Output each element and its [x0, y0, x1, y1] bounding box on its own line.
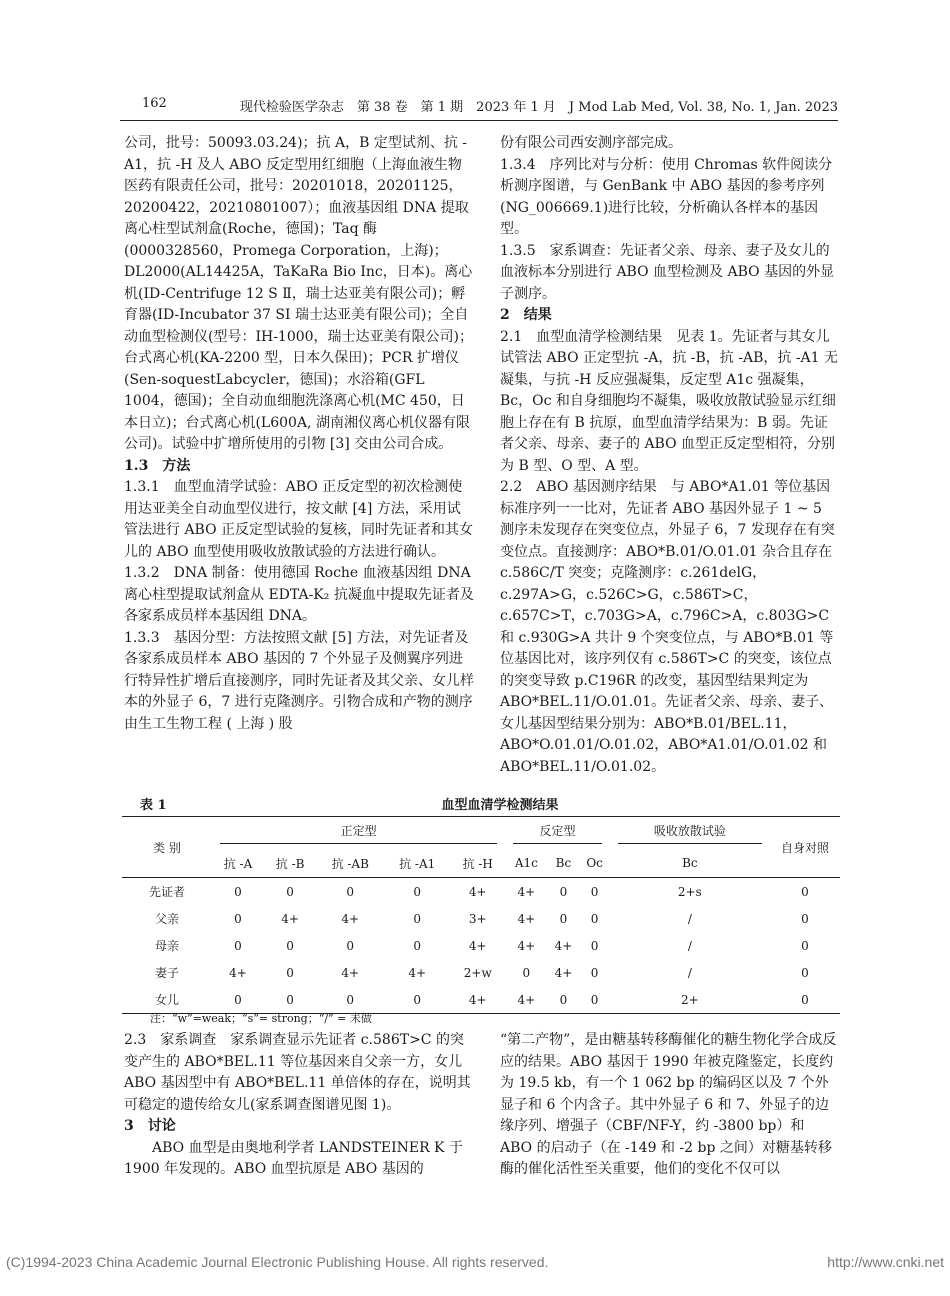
sub-header: 抗 -A	[212, 849, 264, 878]
table-cell: 0	[559, 911, 568, 926]
table-cell: 0	[346, 938, 355, 953]
table-cell: 0	[286, 965, 294, 980]
table-label: 表 1	[140, 798, 167, 813]
table-cell: 0	[590, 938, 599, 953]
result-serology: 2.1 血型血清学检测结果 见表 1。先证者与其女儿试管法 ABO 正定型抗 -A，抗 -B，抗 -AB，抗 -A1 无凝集，与抗 -H 反应强凝集，反定型 A1c 强凝集，Bc，Oc 和自身细胞均不凝集，吸收放散试验显示红细胞上存在有 B 抗原，血型血清学结果为：B 弱。先证者父亲、母亲、妻子的 ABO 血型正反定型相符，分别为 B 型、O 型、A 型。	[500, 328, 839, 474]
table-cell: 0	[590, 992, 599, 1007]
table-title: 血型血清学检测结果	[441, 798, 559, 813]
table-cell: 0	[234, 911, 242, 926]
table-cell: 0	[413, 884, 421, 899]
sub-header: 抗 -B	[264, 849, 316, 878]
right-column-lower	[500, 1030, 840, 1181]
table-cell: 0	[590, 965, 599, 980]
table-cell: 4+	[229, 965, 247, 980]
copyright-text: (C)1994-2023 China Academic Journal Electronic Publishing House. All rights reserved.	[6, 1254, 549, 1270]
table-cell: 2+s	[677, 884, 702, 899]
result-family: 2.3 家系调查 家系调查显示先证者 c.586T>C 的突变产生的 ABO*BEL.11 等位基因来自父亲一方，女儿 ABO 基因型中有 ABO*BEL.11 单倍体的存在，说明其可稳定的遗传给女儿(家系调查图谱见图 1)。	[124, 1032, 471, 1113]
running-header	[120, 96, 838, 120]
method-genotyping: 1.3.3 基因分型：方法按照文献 [5] 方法，对先证者及各家系成员样本 ABO 基因的 7 个外显子及侧翼序列进行特异性扩增后直接测序，同时先证者及其父亲、女儿样本的外显子 6，7 进行克隆测序。引物合成和产物的测序由生工生物工程 ( 上海 ) 股	[124, 629, 474, 732]
footer-link[interactable]: http://www.cnki.net	[827, 1254, 944, 1270]
table-cell: /	[687, 911, 692, 926]
sub-header: Bc	[547, 849, 579, 878]
table-cell: 0	[590, 911, 599, 926]
method-alignment: 1.3.4 序列比对与分析：使用 Chromas 软件阅读分析测序图谱，与 GenBank 中 ABO 基因的参考序列(NG_006669.1)进行比较，分析确认各样本的基因型。	[500, 156, 833, 237]
table-cell: 0	[413, 911, 421, 926]
table-cell: 0	[286, 938, 294, 953]
row-label: 母亲	[154, 939, 179, 953]
table-cell: 0	[559, 884, 568, 899]
table-cell: 4+	[517, 911, 536, 926]
table-cell: 4+	[408, 965, 427, 980]
table-row	[122, 878, 840, 906]
self-control-header: 自身对照	[770, 817, 840, 878]
table-cell: 4+	[281, 911, 299, 926]
method-serology: 1.3.1 血型血清学试验：ABO 正反定型的初次检测使用达亚美全自动血型仪进行，按文献 [4] 方法，采用试管法进行 ABO 正反定型试验的复核，同时先证者和其女儿的 ABO 血型使用吸收放散试验的方法进行确认。	[124, 479, 474, 560]
table-cell: 4+	[341, 965, 360, 980]
section-heading-discussion: 3 讨论	[124, 1118, 176, 1134]
section-heading-results: 2 结果	[500, 307, 552, 323]
table-cell: 0	[346, 992, 355, 1007]
table-cell: 4+	[554, 938, 573, 953]
category-header: 类 别	[122, 817, 212, 878]
table-cell: 0	[234, 884, 242, 899]
discussion-continuation: “第二产物”，是由糖基转移酶催化的糖生物化学合成反应的结果。ABO 基因于 1990 年被克隆鉴定，长度约为 19.5 kb，有一个 1 062 bp 的编码区以及 7 个外显子和 6 个内含子。其中外显子 6 和 7、外显子的边缘序列、增强子（CBF/NF-Y，约 -3800 bp）和 ABO 的启动子（在 -149 和 -2 bp 之间）对糖基转移酶的催化活性至关重要，他们的变化不仅可以	[500, 1032, 837, 1177]
sub-header: 抗 -H	[450, 849, 505, 878]
table-cell: 2+w	[463, 965, 492, 980]
table-cell: 0	[801, 965, 809, 980]
header-rule	[120, 120, 838, 121]
table-cell: 0	[234, 938, 242, 953]
table-row	[122, 905, 840, 932]
page-number: 162	[142, 96, 167, 111]
left-column	[124, 133, 474, 735]
serology-table	[122, 816, 840, 1014]
table-cell: 4+	[468, 938, 487, 953]
table-cell: 4+	[517, 938, 536, 953]
table-cell: 0	[801, 992, 809, 1007]
table-cell: /	[687, 965, 692, 980]
table-cell: 0	[559, 992, 568, 1007]
row-label: 妻子	[154, 966, 179, 980]
absorb-group-header: 吸收放散试验	[610, 817, 770, 850]
materials-paragraph: 公司，批号：50093.03.24)；抗 A，B 定型试剂、抗 -A1，抗 -H 及人 ABO 反定型用红细胞（上海血液生物医药有限责任公司，批号：20201018，20201125，20200422，20210801007）；血液基因组 DNA 提取离心柱型试剂盒(Roche，德国)；Taq 酶(0000328560，Promega Corporation，上海)；DL2000(AL14425A，TaKaRa Bio Inc，日本)。离心机(ID-Centrifuge 12 S Ⅱ，瑞士达亚美有限公司)；孵育器(ID-Incubator 37 SI 瑞士达亚美有限公司)；全自动血型检测仪(型号：IH-1000，瑞士达亚美有限公司)；台式离心机(KA-2200 型，日本久保田)；PCR 扩增仪(Sen-soquestLabcycler，德国)；水浴箱(GFL 1004，德国)；全自动血细胞洗涤离心机(MC 450，日本日立)；台式离心机(L600A, 湖南湘仪离心机仪器有限公司)。试验中扩增所使用的引物 [3] 交由公司合成。	[124, 135, 474, 452]
left-column-lower	[124, 1030, 474, 1181]
row-label: 父亲	[154, 912, 179, 926]
table-cell: 0	[346, 884, 355, 899]
table-cell: 0	[522, 965, 531, 980]
table-cell: 2+	[680, 992, 699, 1007]
reverse-group-header: 反定型	[505, 817, 609, 850]
table-cell: 4+	[517, 992, 536, 1007]
sub-header: A1c	[505, 849, 547, 878]
table-cell: 4+	[468, 884, 487, 899]
table-row	[122, 959, 840, 986]
row-label: 女儿	[154, 993, 179, 1007]
table-cell: 4+	[468, 992, 487, 1007]
table-cell: 0	[801, 911, 809, 926]
sub-header: 抗 -A1	[384, 849, 450, 878]
table-note: 注：“w”=weak；“s”= strong；“/” = 未做	[150, 1012, 372, 1025]
method-family: 1.3.5 家系调查：先证者父亲、母亲、妻子及女儿的血液标本分别进行 ABO 血型检测及 ABO 基因的外显子测序。	[500, 242, 835, 302]
table-cell: 0	[413, 992, 421, 1007]
table-cell: 0	[801, 884, 809, 899]
table-cell: 0	[286, 992, 294, 1007]
table-cell: 4+	[517, 884, 536, 899]
table-row	[122, 932, 840, 959]
method-dna: 1.3.2 DNA 制备：使用德国 Roche 血液基因组 DNA 离心柱型提取试剂盒从 EDTA-K₂ 抗凝血中提取先证者及各家系成员样本基因组 DNA。	[124, 565, 474, 624]
table-cell: 0	[413, 938, 421, 953]
continuation-text: 份有限公司西安测序部完成。	[500, 135, 682, 151]
table-cell: 0	[286, 884, 294, 899]
table-cell: 0	[234, 992, 242, 1007]
result-sequencing: 2.2 ABO 基因测序结果 与 ABO*A1.01 等位基因标准序列一一比对，先证者 ABO 基因外显子 1 ~ 5 测序未发现存在突变位点，外显子 6，7 发现存在有突变位点。直接测序：ABO*B.01/O.01.01 杂合且存在 c.586C/T 突变；克隆测序：c.261delG，c.297A>G，c.526C>G，c.586T>C，c.657C>T，c.703G>A，c.796C>A，c.803G>C 和 c.930G>A 共计 9 个突变位点，与 ABO*B.01 等位基因比对，该序列仅有 c.586T>C 的突变，该位点的突变导致 p.C196R 的改变，基因型结果判定为 ABO*BEL.11/O.01.01。先证者父亲、母亲、妻子、女儿基因型结果分别为：ABO*B.01/BEL.11，ABO*O.01.01/O.01.02，ABO*A1.01/O.01.02 和 ABO*BEL.11/O.01.02。	[500, 479, 835, 775]
sub-header: Bc	[610, 849, 770, 878]
table-cell: 3+	[468, 911, 487, 926]
sub-header: 抗 -AB	[316, 849, 384, 878]
sub-header: Oc	[580, 849, 610, 878]
table-cell: 4+	[341, 911, 360, 926]
table-cell: 0	[590, 884, 599, 899]
journal-citation: 现代检验医学杂志 第 38 卷 第 1 期 2023 年 1 月 J Mod Lab Med, Vol. 38, No. 1, Jan. 2023	[239, 100, 838, 115]
forward-group-header: 正定型	[212, 817, 505, 850]
right-column	[500, 133, 840, 778]
table-cell: 4+	[554, 965, 573, 980]
table-cell: /	[687, 938, 692, 953]
table-cell: 0	[801, 938, 809, 953]
section-heading-methods: 1.3 方法	[124, 457, 191, 474]
row-label: 先证者	[148, 885, 185, 899]
table-caption	[140, 794, 838, 814]
discussion-paragraph: ABO 血型是由奥地利学者 LANDSTEINER K 于 1900 年发现的。ABO 血型抗原是 ABO 基因的	[124, 1139, 463, 1177]
